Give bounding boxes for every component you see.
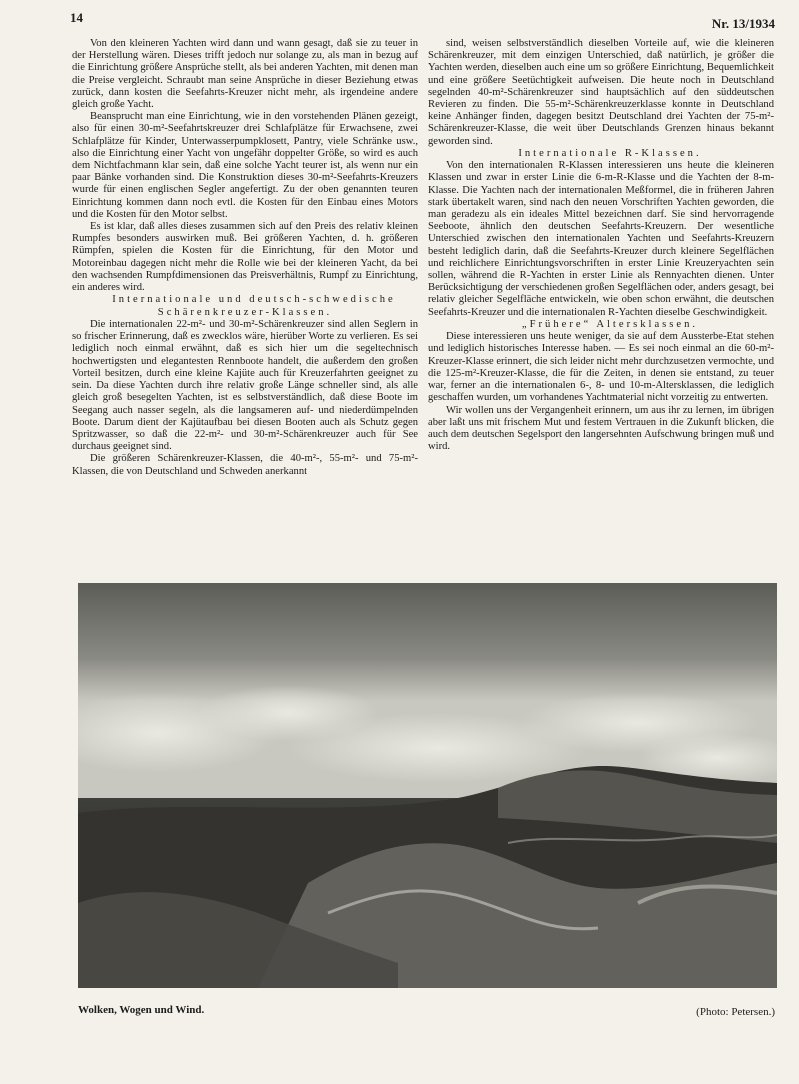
section-heading: Internationale und deutsch-schwedische Schärenkreuzer-Klassen. (112, 294, 396, 318)
left-column (72, 38, 418, 478)
paragraph: Von den internationalen R-Klassen interessieren uns heute die kleineren Klassen und zwar in erster Linie die 6-m-R-Klasse und die Yachten der 8-m-Klasse. Die Yachten nach der internationalen Meßformel, die in früheren Jahren stark übertakelt waren, sind nach den neuen Vorschriften Yachten geworden, die man geradezu als ein ideales Mittel bezeichnen darf. Sie sind hervorragende Seeboote, ähnlich den deutschen Seefahrts-Kreuzern. Der wesentliche Unterschied zwischen den internationalen Yachten und Seefahrts-Kreuzern besteht lediglich darin, daß die Seefahrts-Kreuzer durch kleinere Segelflächen und reichlichere Einrichtungsvorschriften in erster Linie Kreuzeryachten sein sollen, während die R-Yachten in erster Linie als Rennyachten dienen. Unter Berücksichtigung der verschiedenen großen Segelflächen oder, anders gesagt, bei relativ gleicher Segelfläche entwickeln, wie oben schon erwähnt, die deutschen Seefahrts-Kreuzer und die internationalen R-Yachten dieselbe Geschwindigkeit. (428, 160, 774, 318)
paragraph: sind, weisen selbstverständlich dieselben Vorteile auf, wie die kleineren Schärenkreuzer, mit dem einzigen Unterschied, daß natürlich, je größer die Yachten werden, dieselben auch eine um so größere Einrichtung, Bequemlichkeit und eine größere Seetüchtigkeit aufweisen. Die heute noch in Deutschland segelnden 40-m²-Schärenkreuzer sind hauptsächlich auf den süddeutschen Revieren zu finden. Die 55-m²-Schärenkreuzerklasse konnte in Deutschland keine Anhänger finden, dagegen besitzt Deutschland drei Yachten der 75-m²-Schärenkreuzer-Klasse, die weit über Deutschlands Grenzen hinaus bekannt geworden sind. (428, 38, 774, 147)
paragraph: Die größeren Schärenkreuzer-Klassen, die 40-m²-, 55-m²- und 75-m²-Klassen, die von Deutschland und Schweden anerkannt (72, 453, 418, 477)
paragraph: Wir wollen uns der Vergangenheit erinnern, um aus ihr zu lernen, im übrigen aber laßt uns mit frischem Mut und festem Vertrauen in die Zukunft blicken, die auch dem deutschen Segelsport den langersehnten Aufschwung bringen muß und wird. (428, 404, 774, 453)
paragraph: Die internationalen 22-m²- und 30-m²-Schärenkreuzer sind allen Seglern in so frischer Erinnerung, daß es zwecklos wäre, hierüber Worte zu verlieren. Es sei lediglich noch einmal erwähnt, daß es sich hier um die segeltechnisch hochwertigsten und elegantesten Rennboote handelt, die außerdem den großen Vorteil besitzen, durch eine kleine Kajüte auch für Kreuzerfahrten geeignet zu sein. Da diese Yachten durch ihre relativ große Länge schneller sind, als alle gleich groß besegelten Yachten, ist es selbstverständlich, daß diese Boote im Seegang auch nasser segeln, als die langsameren auf- und niederdümpelnden Boote. Darum dient der Kajütaufbau bei diesen Booten auch als Schutz gegen Spritzwasser, so daß die 22-m²- und 30-m²-Schärenkreuzer auch für See durchaus geeignet sind. (72, 319, 418, 453)
section-heading: Internationale R-Klassen. (518, 147, 702, 159)
issue-number: Nr. 13/1934 (711, 16, 775, 31)
paragraph: Von den kleineren Yachten wird dann und wann gesagt, daß sie zu teuer in der Herstellung wären. Dieses trifft jedoch nur solange zu, als man in bezug auf die Einrichtung größere Ansprüche stellt, als bei anderen Yachten, mit denen man die Preise vergleicht. Schraubt man seine Ansprüche in dieser Beziehung etwas zurück, dann kosten die Seefahrts-Kreuzer nicht mehr, als irgendeine andere gleich große Yacht. (72, 38, 418, 111)
right-column (428, 38, 774, 453)
photo-credit: (Photo: Petersen.) (696, 1006, 775, 1018)
paragraph: Es ist klar, daß alles dieses zusammen sich auf den Preis des relativ kleinen Rumpfes besonders auswirken muß. Bei größeren Yachten, d. h. größeren Rümpfen, spielen die Kosten für die Einrichtung, für den Motor und Motoreinbau dagegen nicht mehr die Rolle wie bei der kleineren Yacht, da bei den wachsenden Rumpfdimensionen das Preisverhältnis, Rumpf zu Einrichtung, ein anderes wird. (72, 221, 418, 294)
seascape-photo (78, 583, 777, 988)
paragraph: Beansprucht man eine Einrichtung, wie in den vorstehenden Plänen gezeigt, also für einen 30-m²-Seefahrtskreuzer drei Schlafplätze für Erwachsene, zwei Schlafplätze für Kinder, Unterwasserpumpklosett, Pantry, viele Schränke usw., also die Einrichtung einer Yacht von ungefähr doppelter Größe, so wird es auch dem Nichtfachmann klar sein, daß eine solche Yacht teurer ist, als wenn nur ein paar Bänke vorhanden sind. Die Konstruktion dieses 30-m²-Seefahrts-Kreuzers wurde für einen englischen Segler angefertigt. Zu der oben genannten teuren Einrichtung kommen dann noch evtl. die Kosten für den Einbau eines Motors und die Kosten für den Motor selbst. (72, 111, 418, 220)
paragraph: Diese interessieren uns heute weniger, da sie auf dem Aussterbe-Etat stehen und lediglich historisches Interesse haben. — Es sei noch einmal an die 60-m²-Kreuzer-Klasse erinnert, die sich leider nicht mehr durchzusetzen vermochte, und die 125-m²-Kreuzer-Klasse, die für die Zeiten, in denen sie entstand, zu teuer war, ferner an die internationalen 6-, 8- und 10-m-Altersklassen, die lediglich geschaffen wurden, um vorhandenes Yachtmaterial nicht vorzeitig zu entwerten. (428, 331, 774, 404)
section-heading: „Frühere“ Altersklassen. (521, 318, 699, 330)
page-number: 14 (70, 10, 83, 25)
photo-caption: Wolken, Wogen und Wind. (78, 1004, 205, 1016)
